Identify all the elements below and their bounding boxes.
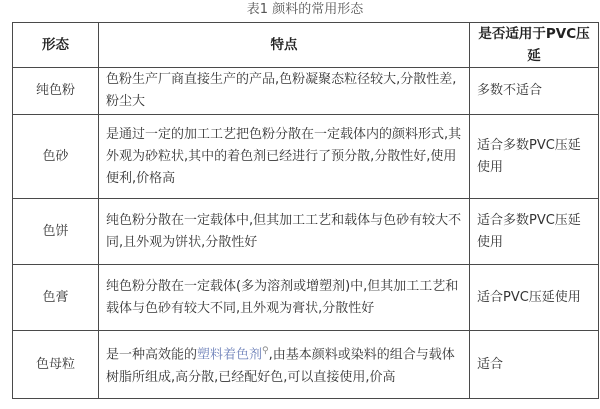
pigment-forms-table bbox=[12, 22, 599, 399]
cell-feature: 纯色粉分散在一定载体中,但其加工工艺和载体与色砂有较大不同,且外观为饼状,分散性好 bbox=[99, 199, 470, 265]
cell-feature: 是通过一定的加工工艺把色粉分散在一定载体内的颜料形式,其外观为砂粒状,其中的着色剂已经进行了预分散,分散性好,使用便利,价格高 bbox=[99, 115, 470, 199]
header-form: 形态 bbox=[13, 23, 99, 68]
cell-pvc: 多数不适合 bbox=[470, 68, 599, 115]
cell-feature: 纯色粉分散在一定载体(多为溶剂或增塑剂)中,但其加工工艺和载体与色砂有较大不同,且外观为膏状,分散性好 bbox=[99, 265, 470, 331]
feature-text-suffix: ,由基本颜料或染料的组合与载体树脂所组成,高分散,已经配好色,可以直接使用,价高 bbox=[106, 347, 455, 385]
table-row bbox=[13, 115, 599, 199]
header-feature: 特点 bbox=[99, 23, 470, 68]
plastic-colorant-link[interactable]: 塑料着色剂 bbox=[197, 347, 263, 363]
cell-pvc: 适合多数PVC压延使用 bbox=[470, 199, 599, 265]
table-row bbox=[13, 265, 599, 331]
header-pvc-suitability: 是否适用于PVC压延 bbox=[470, 23, 599, 68]
search-icon[interactable]: ⚲ bbox=[262, 346, 269, 357]
cell-pvc: 适合多数PVC压延使用 bbox=[470, 115, 599, 199]
cell-form: 纯色粉 bbox=[13, 68, 99, 115]
table-row bbox=[13, 199, 599, 265]
cell-pvc: 适合 bbox=[470, 331, 599, 399]
cell-form: 色砂 bbox=[13, 115, 99, 199]
table-row bbox=[13, 331, 599, 399]
cell-feature bbox=[99, 331, 470, 399]
cell-pvc: 适合PVC压延使用 bbox=[470, 265, 599, 331]
cell-form: 色膏 bbox=[13, 265, 99, 331]
table-row bbox=[13, 68, 599, 115]
table-caption: 表1 颜料的常用形态 bbox=[246, 2, 364, 17]
cell-feature: 色粉生产厂商直接生产的产品,色粉凝聚态粒径较大,分散性差,粉尘大 bbox=[99, 68, 470, 115]
table-header-row bbox=[13, 23, 599, 68]
feature-text-prefix: 是一种高效能的 bbox=[106, 347, 198, 363]
cell-form: 色饼 bbox=[13, 199, 99, 265]
cell-form: 色母粒 bbox=[13, 331, 99, 399]
